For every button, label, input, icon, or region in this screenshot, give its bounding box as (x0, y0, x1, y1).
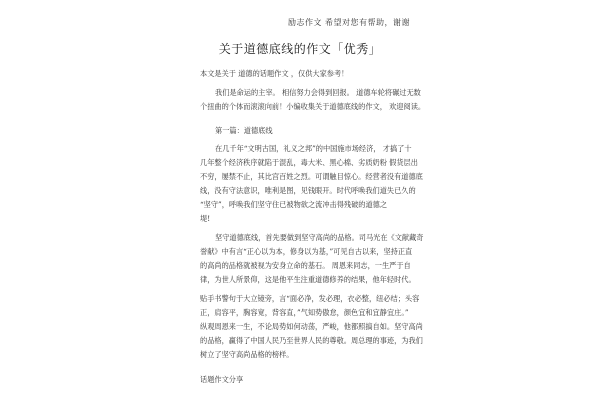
paragraph-line: 正，肩容平，胸容宽，背容直，”气知势傲怠，颜色宜和宜静宜庄。” (200, 308, 409, 317)
paragraph-line: 坚守道德底线，首先要做到坚守高尚的品格。司马光在《文献藏奇 (215, 233, 424, 242)
section-heading: 第一篇：道德底线 (215, 126, 273, 135)
paragraph-4 (200, 292, 423, 362)
paragraph-2 (200, 142, 423, 226)
paragraph-line: 我们是命运的主宰。 相信努力会得到回报。 道德车轮将碾过无数 (215, 88, 421, 97)
footer-text: 话题作文分享 (200, 375, 244, 384)
intro-line: 本文是关于 道德的话题作文 ，仅供大家参考！ (200, 69, 349, 78)
paragraph-line: 的品格，赢得了中国人民乃至世界人民的尊敬。周总理的事迹，为我们 (200, 336, 423, 345)
paragraph-3 (200, 231, 424, 287)
paragraph-line: 几年整个经济秩序就陷于混乱，毒大米、黑心棉、劣质奶粉 假货层出 (200, 158, 418, 167)
paragraph-line: “坚守”，呼唤我们坚守住已被物欲之流冲击得残破的道德之 (200, 200, 388, 209)
paragraph-line: 誉献》中有言“正心以为本，修身以为基，”可见自古以来，坚持正直 (200, 247, 413, 256)
paragraph-line: 的高尚的品格就被视为安身立命的基石。 周恩来同志，一生严于自 (200, 261, 411, 270)
page-header: 励志作文 希望对您有帮助，谢谢 (288, 18, 411, 27)
paragraph-line: 线，没有守法意识，唯利是图，见钱眼开。时代呼唤我们道失已久的 (200, 186, 416, 195)
paragraph-line: 律，为世人所景仰，这是他平生注重道德修养的结果，他年轻时代。 (200, 275, 416, 284)
paragraph-line: 贴手书警句于大立镜旁，言“面必净，发必理，衣必整，纽必结；头容 (200, 294, 420, 303)
paragraph-line: 不穷，屡禁不止，其比宫百姓之烈。可谓触目惊心。经营者没有道德底 (200, 172, 423, 181)
paragraph-line: 个扭曲的个体而滚滚向前！小编收集关于道德底线的作文， 欢迎阅读。 (200, 102, 426, 111)
document-title: 关于道德底线的作文「优秀」 (218, 42, 382, 56)
paragraph-1 (200, 86, 426, 114)
paragraph-line: 纵观周恩来一生，不论局势如何动荡，严峻，他都照搞自如。坚守高尚 (200, 322, 423, 331)
paragraph-line: 树立了坚守高尚品格的榜样。 (200, 350, 294, 359)
footer-text-block (200, 373, 390, 387)
paragraph-line: 堤! (200, 214, 211, 223)
paragraph-line: 在几千年“文明古国，礼义之邦”的中国施市场经济， 才搞了十 (215, 144, 412, 153)
intro-paragraph (200, 67, 390, 81)
